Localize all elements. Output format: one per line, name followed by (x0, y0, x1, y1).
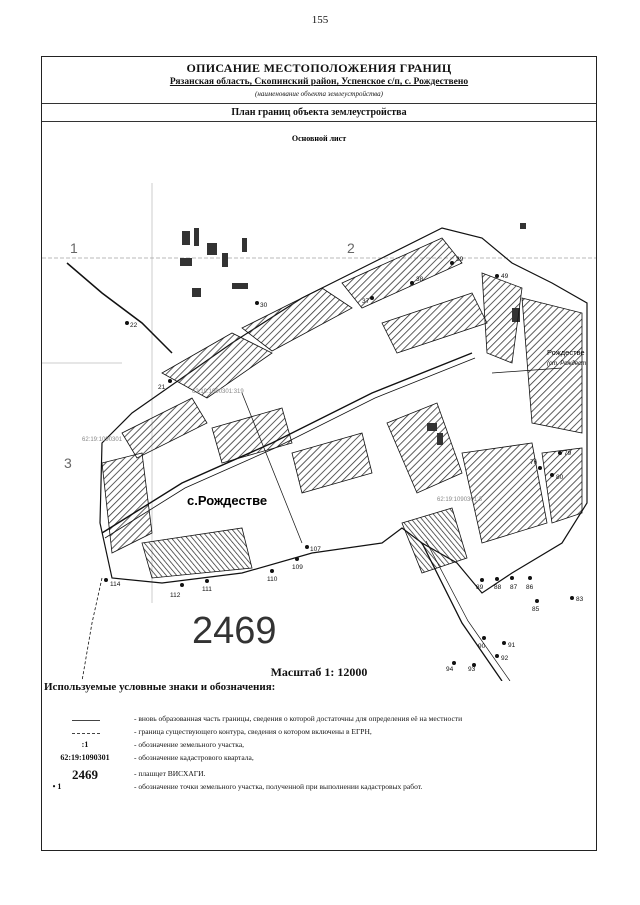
point-label-112: 112 (170, 592, 181, 599)
legend-item-cadastral-quarter: 62:19:1090301 - обозначение кадастрового квартала, (60, 753, 254, 762)
legend-symbol-solid-line (72, 720, 100, 721)
location-subtitle: Рязанская область, Скопинский район, Успенское с/п, с. Рождествено (169, 77, 469, 87)
point-label-21: 21 (158, 384, 166, 391)
parcel-label-quarter: 62:19:1090301 (82, 437, 123, 443)
sheet-number-1: 1 (70, 240, 78, 256)
legend-item-land-plot: :1 - обозначение земельного участка, (81, 740, 245, 749)
point-label-89: 89 (476, 584, 484, 591)
map-drawing (42, 123, 596, 681)
plan-title-divider (42, 121, 596, 122)
point-label-83: 83 (576, 596, 584, 603)
point-label-86: 86 (526, 584, 534, 591)
sheet-number-2: 2 (347, 240, 355, 256)
boundary-map (42, 123, 596, 681)
point-label-111: 111 (202, 586, 212, 593)
point-label-90: 90 (478, 643, 486, 650)
plate-number: 2469 (192, 610, 277, 652)
page-number: 155 (311, 14, 329, 26)
point-label-22: 22 (130, 322, 138, 329)
point-label-30: 30 (260, 302, 268, 309)
point-label-114: 114 (110, 581, 121, 588)
point-label-92: 92 (501, 655, 509, 662)
legend-item-existing-contour: - граница существующего контура, сведения о котором включены в ЕГРН, (42, 727, 596, 739)
legend-item-new-boundary: - вновь образованная часть границы, сведения о которой достаточны для определения её на местности (42, 714, 596, 726)
sheet-label: Основной лист (291, 134, 347, 143)
legend-symbol-dashed-line (72, 733, 100, 734)
point-label-37: 37 (362, 298, 370, 305)
point-label-91: 91 (508, 642, 516, 649)
legend-item-survey-point: • 1 - обозначение точки земельного участка, полученной при выполнении кадастровых работ. (52, 782, 423, 791)
parcel-label-3: 62:19:1090301:3 (437, 497, 483, 503)
point-label-79: 79 (564, 450, 572, 457)
scale-label: Масштаб 1: 12000 (270, 665, 368, 679)
edge-village-sublabel: (ст. Рождест (547, 361, 587, 367)
village-name: с.Рождестве (187, 493, 268, 508)
parcel-label-319: 62:19:1090301:319 (192, 389, 244, 395)
document-frame (41, 56, 597, 851)
point-label-80: 80 (556, 474, 564, 481)
point-label-88: 88 (494, 584, 502, 591)
sheet-number-3: 3 (64, 455, 72, 471)
edge-village-label: Рождестве (547, 348, 585, 357)
point-label-38: 38 (416, 276, 424, 283)
legend-title: Используемые условные знаки и обозначения: (44, 681, 276, 693)
point-label-85: 85 (532, 606, 540, 613)
point-label-39: 39 (456, 256, 464, 263)
legend-item-plate: 2469 - плашцет ВИСХАГИ. (72, 767, 206, 782)
plan-title: План границ объекта землеустройства (231, 107, 407, 118)
point-label-109: 109 (292, 564, 303, 571)
point-label-93: 93 (468, 666, 476, 673)
point-label-94: 94 (446, 666, 454, 673)
point-label-76: 76 (530, 459, 538, 466)
point-label-49: 49 (501, 273, 509, 280)
document-title: ОПИСАНИЕ МЕСТОПОЛОЖЕНИЯ ГРАНИЦ (186, 61, 452, 75)
header-divider (42, 103, 596, 104)
point-label-107: 107 (310, 546, 321, 553)
point-label-87: 87 (510, 584, 518, 591)
point-label-110: 110 (267, 576, 278, 583)
object-name-note: (наименование объекта землеустройства) (255, 90, 383, 98)
